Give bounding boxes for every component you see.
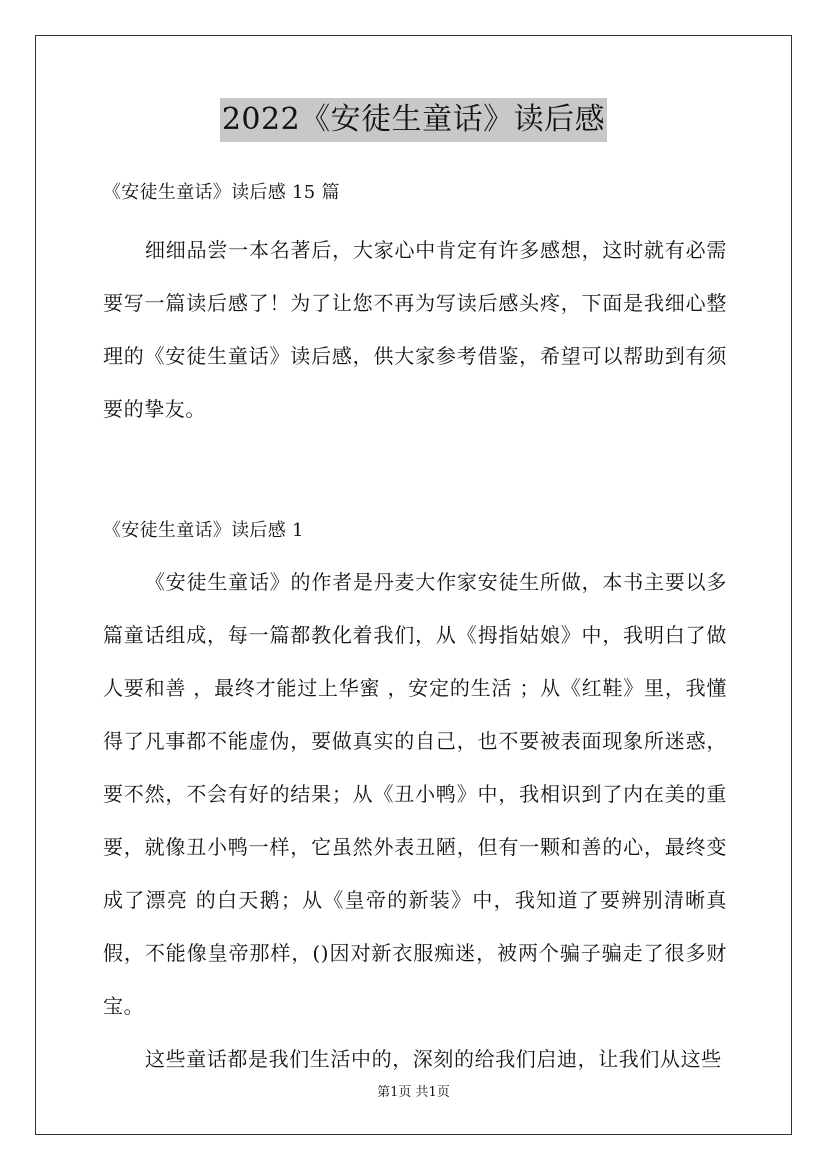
title-container [0,98,827,142]
document-title: 2022《安徒生童话》读后感 [220,98,607,142]
subheading-essay-1: 《安徒生童话》读后感 1 [103,520,304,541]
essay-paragraph-1: 《安徒生童话》的作者是丹麦大作家安徒生所做，本书主要以多篇童话组成，每一篇都教化着我们，从《拇指姑娘》中，我明白了做人要和善 ，最终才能过上华蜜 ，安定的生活 ；从《红鞋》里，我懂得了凡事都不能虚伪，要做真实的自己，也不要被表面现象所迷惑，要不然，不会有好的结果；从《丑小鸭》中，我相识到了内在美的重要，就像丑小鸭一样，它虽然外表丑陋，但有一颗和善的心，最终变成了漂亮 的白天鹅；从《皇帝的新装》中，我知道了要辨别清晰真假，不能像皇帝那样，()因对新衣服痴迷，被两个骗子骗走了很多财宝。 [103,570,727,1018]
intro-paragraph: 细细品尝一本名著后，大家心中肯定有许多感想，这时就有必需要写一篇读后感了！为了让您不再为写读后感头疼，下面是我细心整理的《安徒生童话》读后感，供大家参考借鉴，希望可以帮助到有须要的挚友。 [103,238,727,421]
essay-paragraph-2: 这些童话都是我们生活中的，深刻的给我们启迪，让我们从这些 [145,1047,722,1071]
document-body [103,176,727,1086]
page-footer: 第1页 共1页 [377,1085,450,1100]
subheading-collection: 《安徒生童话》读后感 15 篇 [103,182,340,203]
